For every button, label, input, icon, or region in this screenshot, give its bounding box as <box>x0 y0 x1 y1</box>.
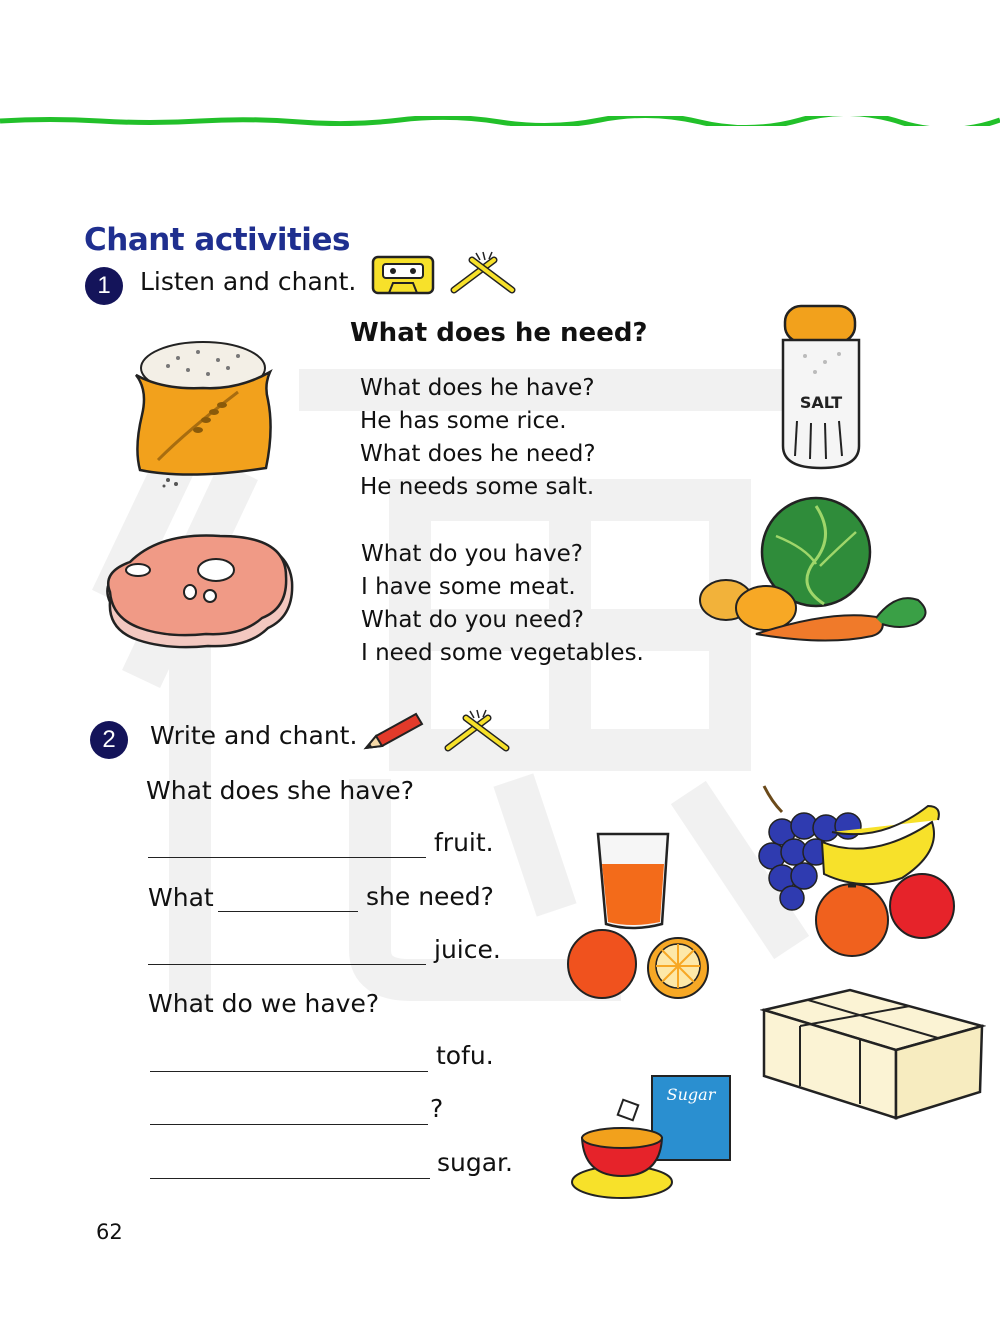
question-start: What <box>148 883 214 912</box>
salt-label: SALT <box>799 393 843 412</box>
juice-oranges-illustration <box>566 828 712 1000</box>
chant-stanza-2 <box>361 538 644 670</box>
question-ending: ? <box>430 1094 444 1123</box>
chant-line: I need some vegetables. <box>361 640 644 666</box>
question-ending: she need? <box>366 882 494 911</box>
meat-illustration <box>98 532 298 656</box>
activity-2-number: 2 <box>90 721 128 759</box>
top-divider <box>0 116 1000 126</box>
chant-sticks-icon <box>444 708 510 754</box>
answer-ending: tofu. <box>436 1041 494 1070</box>
rice-sack-illustration <box>128 330 278 492</box>
chant-line: What do you have? <box>361 541 583 567</box>
cassette-icon <box>371 255 435 295</box>
pencil-icon <box>362 710 424 752</box>
chant-title: What does he need? <box>350 318 648 348</box>
answer-blank[interactable] <box>150 1178 430 1179</box>
fruit-illustration <box>752 782 960 960</box>
tofu-illustration <box>760 986 986 1122</box>
activity-1-instruction: Listen and chant. <box>140 267 357 296</box>
answer-blank[interactable] <box>218 911 358 912</box>
page-number: 62 <box>96 1220 123 1244</box>
chant-sticks-icon <box>450 250 516 296</box>
sugar-label: Sugar <box>666 1085 716 1104</box>
answer-ending: sugar. <box>437 1148 513 1177</box>
salt-shaker-illustration <box>775 296 867 476</box>
question-line: What does she have? <box>146 776 414 805</box>
question-line: What do we have? <box>148 989 380 1018</box>
chant-line: He has some rice. <box>360 408 567 434</box>
chant-line: What does he need? <box>360 441 596 467</box>
chant-line: What does he have? <box>360 375 595 401</box>
answer-blank[interactable] <box>150 1124 428 1125</box>
tea-sugar-illustration <box>568 1072 734 1202</box>
answer-ending: juice. <box>434 935 501 964</box>
answer-blank[interactable] <box>150 1071 428 1072</box>
chant-stanza-1 <box>360 372 596 504</box>
activity-2-instruction: Write and chant. <box>150 721 358 750</box>
chant-line: He needs some salt. <box>360 474 595 500</box>
section-title: Chant activities <box>84 222 350 258</box>
chant-line: What do you need? <box>361 607 584 633</box>
activity-1-number: 1 <box>85 267 123 305</box>
answer-blank[interactable] <box>148 857 426 858</box>
answer-ending: fruit. <box>434 828 494 857</box>
answer-blank[interactable] <box>148 964 426 965</box>
vegetables-illustration <box>696 496 934 648</box>
chant-line: I have some meat. <box>361 574 576 600</box>
